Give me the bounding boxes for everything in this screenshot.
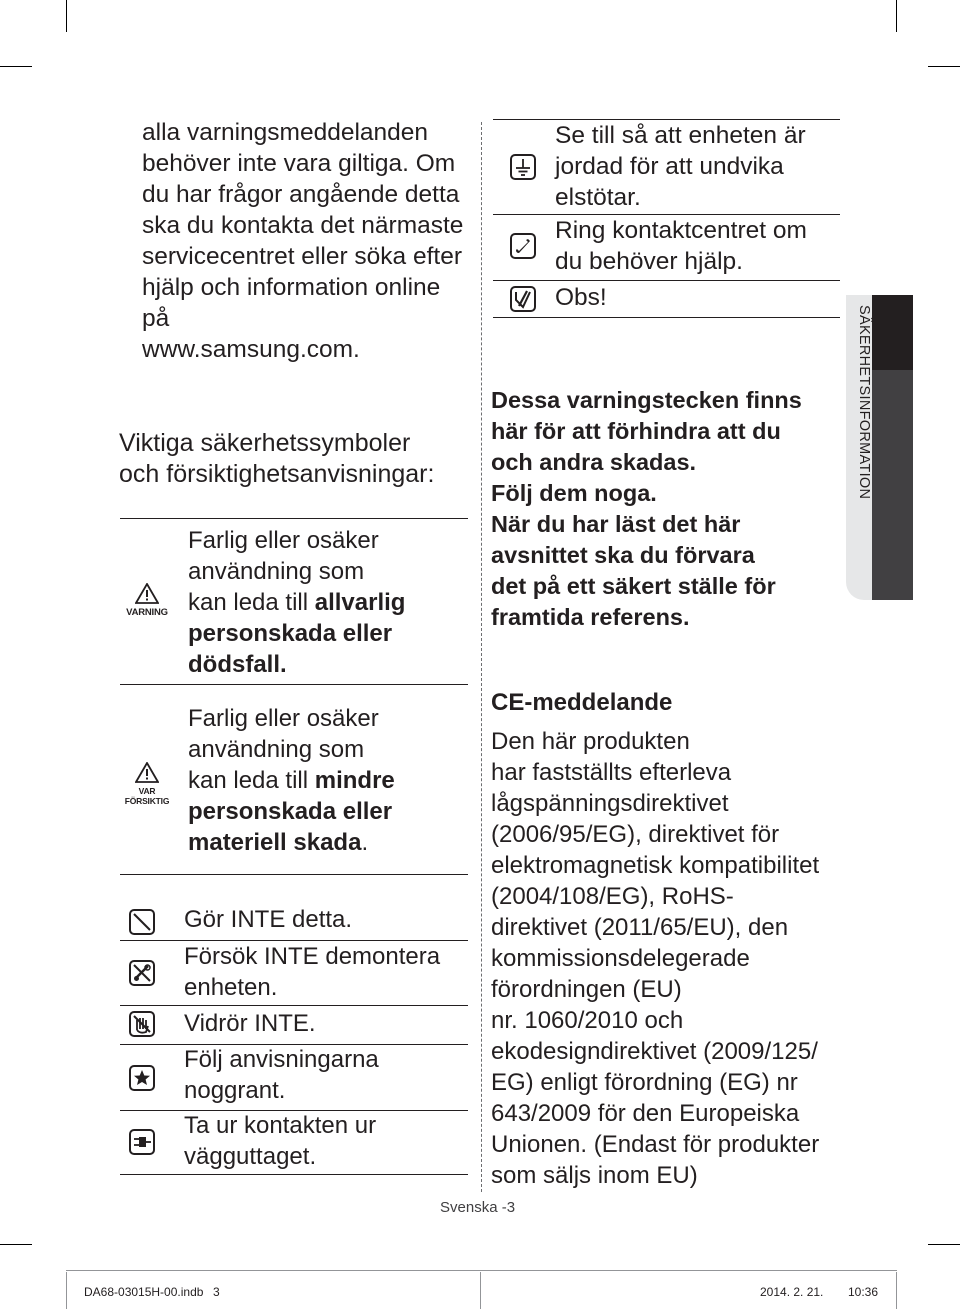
intro-line: ska du kontakta det närmaste	[142, 212, 464, 239]
text-span: kan leda till	[188, 767, 315, 794]
text-line: vägguttaget.	[184, 1143, 317, 1170]
phone-icon	[509, 232, 537, 260]
ce-body	[491, 726, 851, 1191]
symbol-row	[120, 904, 468, 940]
text-line: enheten.	[184, 974, 278, 1001]
slug-divider	[896, 1272, 897, 1309]
column-separator	[481, 122, 482, 1192]
text-line: När du har läst det här	[491, 511, 741, 537]
prohibited-icon	[128, 908, 156, 936]
text-line: kommissionsdelegerade	[491, 945, 750, 972]
intro-line: behöver inte vara giltiga. Om	[142, 150, 456, 177]
crop-mark	[66, 0, 67, 32]
text-line: jordad för att undvika	[555, 153, 784, 180]
follow-instructions-icon	[128, 1064, 156, 1092]
unplug-icon	[128, 1128, 156, 1156]
symbol-text	[184, 1044, 379, 1106]
slug-divider	[480, 1272, 481, 1309]
text-line: direktivet (2011/65/EU), den	[491, 914, 789, 941]
symbol-text	[184, 941, 440, 1003]
slug-divider	[66, 1272, 67, 1309]
note-icon	[509, 285, 537, 313]
symbol-row	[120, 1044, 468, 1110]
slug-page: 3	[213, 1285, 220, 1299]
text-line: avsnittet ska du förvara	[491, 542, 755, 568]
text-line: Se till så att enheten är	[555, 122, 806, 149]
text-line	[188, 618, 405, 649]
no-disassembly-icon	[128, 959, 156, 987]
text-line: det på ett säkert ställe för	[491, 573, 776, 599]
text-line: noggrant.	[184, 1077, 286, 1104]
intro-line: du har frågor angående detta	[142, 181, 460, 208]
bold-span: mindre	[314, 767, 395, 794]
text-line: Ta ur kontakten ur	[184, 1112, 377, 1139]
text-line: Följ dem noga.	[491, 480, 657, 506]
text-line	[188, 587, 405, 618]
warning-label: VARNING	[126, 607, 168, 618]
warning-note-paragraph	[491, 385, 841, 633]
divider	[120, 1005, 468, 1006]
divider	[120, 874, 468, 875]
symbol-text	[184, 1110, 376, 1172]
ground-icon	[509, 153, 537, 181]
intro-line: servicecentret eller söka efter	[142, 243, 462, 270]
text-line: (2004/108/EG), RoHS-	[491, 883, 734, 910]
caution-triangle-icon	[135, 762, 159, 783]
text-line: Farlig eller osäker	[188, 705, 379, 732]
bold-span: personskada eller	[188, 798, 393, 825]
heading-line: Viktiga säkerhetssymboler	[119, 429, 411, 457]
heading-line: och försiktighetsanvisningar:	[119, 460, 435, 488]
divider	[493, 317, 840, 318]
symbol-row	[493, 119, 840, 214]
bold-span: materiell skada	[188, 829, 362, 856]
slug-filename: DA68-03015H-00.indb	[84, 1285, 204, 1299]
bold-span: allvarlig	[314, 589, 406, 616]
text-line	[188, 649, 405, 680]
intro-line: på	[142, 305, 170, 332]
text-line: nr. 1060/2010 och	[491, 1007, 684, 1034]
side-tab-label: SÄKERHETSINFORMATION	[856, 305, 872, 500]
text-line: förordningen (EU)	[491, 976, 682, 1003]
text-line: ekodesigndirektivet (2009/125/	[491, 1038, 818, 1065]
crop-mark	[0, 1244, 32, 1245]
symbol-text: Vidrör INTE.	[184, 1010, 316, 1037]
text-line: Dessa varningstecken finns	[491, 387, 802, 413]
crop-mark	[928, 66, 960, 67]
ce-title: CE-meddelande	[491, 689, 673, 716]
text-line	[188, 765, 395, 796]
section-heading	[119, 428, 479, 490]
text-line: Farlig eller osäker	[188, 527, 379, 554]
text-line: elstötar.	[555, 184, 641, 211]
intro-line: alla varningsmeddelanden	[142, 119, 429, 146]
caution-description	[188, 703, 395, 858]
warning-symbol	[119, 583, 175, 618]
text-line: (2006/95/EG), direktivet för	[491, 821, 780, 848]
text-line: Försök INTE demontera	[184, 943, 441, 970]
slug-date: 2014. 2. 21.	[760, 1285, 824, 1299]
symbol-text	[555, 215, 807, 277]
warning-description	[188, 525, 405, 680]
text-line	[188, 796, 395, 827]
text-span: .	[361, 829, 369, 856]
divider	[120, 518, 468, 519]
symbol-text	[555, 120, 806, 213]
text-line: Följ anvisningarna	[184, 1046, 379, 1073]
text-line: användning som	[188, 736, 365, 763]
text-line: användning som	[188, 558, 365, 585]
intro-paragraph	[142, 117, 482, 365]
text-line: Ring kontaktcentret om	[555, 217, 807, 244]
text-line: som säljs inom EU)	[491, 1162, 698, 1189]
text-line: elektromagnetisk kompatibilitet	[491, 852, 820, 879]
text-line: 643/2009 för den Europeiska	[491, 1100, 800, 1127]
crop-mark	[0, 66, 32, 67]
caution-symbol	[117, 762, 177, 806]
text-line: Den här produkten	[491, 728, 690, 755]
text-line: Unionen. (Endast för produkter	[491, 1131, 820, 1158]
symbol-row	[120, 1110, 468, 1174]
crop-mark	[928, 1244, 960, 1245]
crop-mark	[896, 0, 897, 32]
page-number: Svenska -3	[440, 1199, 516, 1216]
bold-span: personskada eller	[188, 620, 393, 647]
intro-line: hjälp och information online	[142, 274, 441, 301]
slug-rule	[66, 1270, 897, 1271]
divider	[120, 1174, 468, 1175]
text-line: EG) enligt förordning (EG) nr	[491, 1069, 798, 1096]
divider	[120, 684, 468, 685]
symbol-text: Gör INTE detta.	[184, 906, 353, 933]
text-line	[188, 827, 395, 858]
caution-label: VAR FÖRSIKTIG	[124, 786, 170, 806]
text-line: du behöver hjälp.	[555, 248, 743, 275]
intro-line: www.samsung.com.	[142, 336, 360, 363]
text-line: lågspänningsdirektivet	[491, 790, 729, 817]
symbol-text: Obs!	[555, 284, 607, 311]
text-span: kan leda till	[188, 589, 315, 616]
text-line: har fastställts efterleva	[491, 759, 732, 786]
slug-time: 10:36	[848, 1285, 879, 1299]
text-line: här för att förhindra att du	[491, 418, 781, 444]
side-tab-marker-lower	[872, 370, 913, 600]
symbol-row	[493, 281, 840, 317]
warning-triangle-icon	[135, 583, 159, 604]
no-touch-icon	[128, 1010, 156, 1038]
text-line: framtida referens.	[491, 604, 690, 630]
bold-span: dödsfall.	[188, 651, 287, 678]
symbol-row	[493, 214, 840, 280]
symbol-row	[120, 941, 468, 1005]
text-line: och andra skadas.	[491, 449, 697, 475]
symbol-row	[120, 1008, 468, 1044]
